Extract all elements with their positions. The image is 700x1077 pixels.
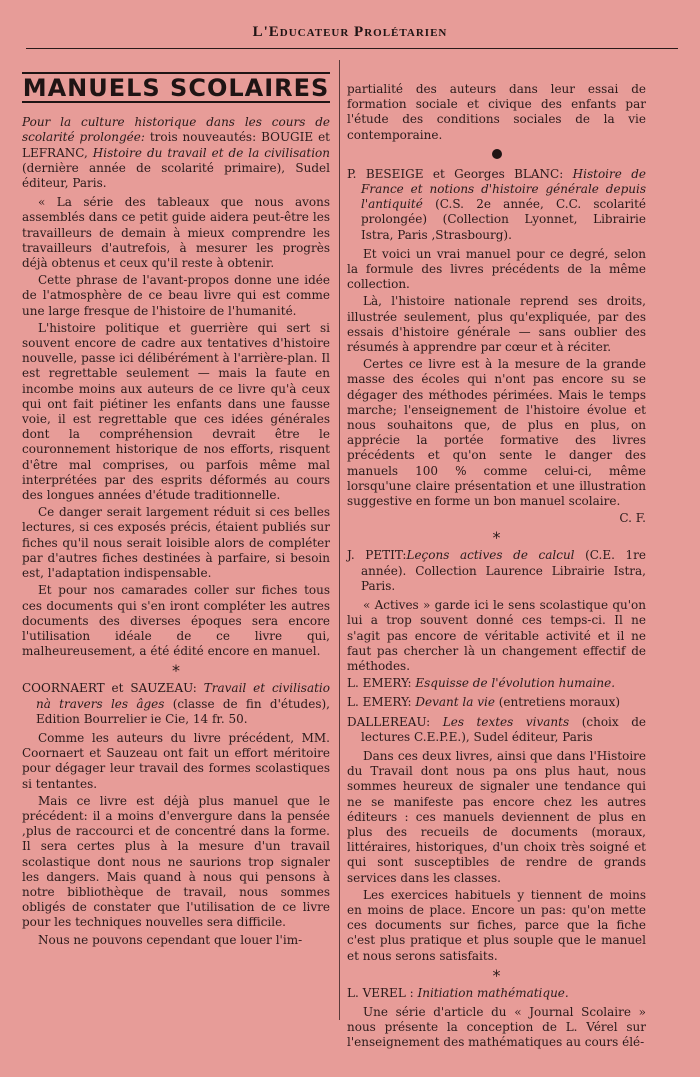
paragraph: Certes ce livre est à la mesure de la grande masse des écoles qui n'ont pas encore su se dégager des méthodes périmées. Mais le temps marche; l'enseignement de l'histoire évolue et nous souhaitons que, de plus en plus, on apprécie la portée formative des livres précédents et qu'on sente le danger des manuels 100 % comme celui-ci, même lorsqu'une claire présentation et une illustration suggestive en forme un bon manuel scolaire. [347,357,646,509]
running-header: L'Educateur Prolétarien [252,24,448,40]
ref2-details: (classe de fin d'études), Edition Bourrelier ie Cie, 14 fr. 50. [36,696,330,726]
ref5-line1-author: L. EMERY: [347,676,416,691]
reference-verel [347,986,646,1001]
book1-title: Histoire du travail et de la civilisation [92,145,331,160]
left-column [22,72,330,950]
reference-petit [347,548,646,594]
ref5-line3-title: Les textes vivants [442,714,570,729]
reference-emery-1 [347,676,646,691]
signature: C. F. [619,511,646,526]
intro-rest: trois nouveautés: BOUGIE et LEFRANC, [22,130,331,160]
paragraph: Mais ce livre est déjà plus manuel que le précédent: il a moins d'envergure dans la pensée ,plus de raccourci et de concentré dans la forme. Il sera certes plus à la mesure d'un travail scolastique dont nous ne saurions trop signaler les dangers. Mais quand à nous qui pensons à notre bibliothèque de travail, nous sommes obligés de constater que l'utilisation de ce livre pour les techniques nouvelles sera difficile. [22,793,330,930]
paragraph: partialité des auteurs dans leur essai de formation sociale et civique des enfants par l'étude des conditions sociales de la vie contemporaine. [347,82,646,142]
reference-dallereau [347,715,646,745]
ref3-details: (C.S. 2e année, C.C. scolarité prolongée) (Collection Lyonnet, Librairie Istra, Paris ,Strasbourg). [361,197,646,242]
paragraph: « Actives » garde ici le sens scolastique qu'on lui a trop souvent donné ces temps-ci. Il ne s'agit pas encore de véritable activité et il ne faut pas chercher là un changement effectif de méthodes. [347,598,646,673]
intro-reference [22,115,330,191]
paragraph: Cette phrase de l'avant-propos donne une idée de l'atmosphère de ce beau livre qui est comme une large fresque de l'histoire de l'humanité. [22,273,330,318]
paragraph: Les exercices habituels y tiennent de moins en moins de place. Encore un pas: qu'on mette ces documents sur fiches, parce que la fiche c'est plus pratique et plus souple que le manuel et nous serons satisfaits. [347,887,646,963]
ref2-authors: COORNAERT et SAUZEAU: [22,681,204,696]
separator-asterisk: * [492,965,501,985]
paragraph: Dans ces deux livres, ainsi que dans l'Histoire du Travail dont nous pa ons plus haut, nous sommes heureux de signaler une tendance qui ne se manifeste pas encore chez les autres éditeurs : ces manuels deviennent de plus en plus des recueils de documents (moraux, littéraires, historiques, d'un choix très soigné et qui sont susceptibles de rendre de grands services dans les classes. [347,748,646,885]
paragraph: Comme les auteurs du livre précédent, MM. Coornaert et Sauzeau ont fait un effort méritoire pour dégager leur travail des formes scolastiques si tentantes. [22,730,330,791]
ref3-title: Histoire de France et notions d'histoire générale depuis l'antiquité [361,166,646,212]
paragraph: « La série des tableaux que nous avons assemblés dans ce petit guide aidera peut-être les travailleurs de demain à mieux comprendre les travailleurs d'autrefois, à mesurer les progrès déjà obtenus et ceux qu'il reste à obtenir. [22,195,330,271]
ref5-line2-title: Devant la vie [415,695,495,710]
book1-details: (dernière année de scolarité primaire), Sudel éditeur, Paris. [22,160,330,191]
ref5-line3-details: (choix de lectures C.E.P.E.), Sudel éditeur, Paris [361,714,647,744]
article-title: MANUELS SCOLAIRES [22,74,330,102]
separator-asterisk: * [172,661,180,681]
paragraph: Nous ne pouvons cependant que louer l'im- [38,932,303,947]
reference-beseige [347,167,646,243]
ref5-line1-title: Esquisse de l'évolution humaine. [415,676,616,691]
paragraph: Là, l'histoire nationale reprend ses droits, illustrée seulement, plus qu'expliquée, par des essais d'histoire générale — sans oublier des résumés à apprendre par cœur et à réciter. [347,294,646,355]
ref6-title: Initiation mathématique. [417,985,569,1000]
separator-asterisk: * [492,528,501,548]
ref4-authors: J. PETIT: [347,548,407,563]
reference-emery-2 [347,695,646,710]
right-column [347,82,646,1053]
ref4-details: (C.E. 1re année). Collection Laurence Librairie Istra, Paris. [361,548,646,593]
ref6-authors: L. VEREL : [347,985,418,1000]
paragraph: Une série d'article du « Journal Scolaire » nous présente la conception de L. Vérel sur l'enseignement des mathématiques au cours élé- [347,1004,646,1050]
ref2-title: Travail et civilisatio nà travers les âges [36,681,330,711]
reference-coornaert [22,681,330,727]
column-divider [339,60,340,1020]
ref5-line2-details: (entretiens moraux) [494,695,621,710]
header-rule [26,48,678,49]
ref4-title: Leçons actives de calcul [406,548,575,563]
paragraph: Et voici un vrai manuel pour ce degré, selon la formule des livres précédents de la même collection. [347,246,646,292]
intro-italic: Pour la culture historique dans les cours de scolarité prolongée: [22,115,330,145]
paragraph: Ce danger serait largement réduit si ces belles lectures, si ces exposés précis, étaient publiés sur fiches qu'il nous serait loisible alors de compléter par d'autres fiches destinées à parfaire, si besoin est, l'adaptation indispensable. [22,505,330,581]
ref3-authors: P. BESEIGE et Georges BLANC: [347,166,573,181]
ref5-line2-author: L. EMERY: [347,695,416,710]
paragraph: Et pour nos camarades coller sur fiches tous ces documents qui s'en iront compléter les autres documents des diverses époques sera encore l'utilisation idéale de ce livre qui, malheureusement, a été édité encore en manuel. [22,583,330,659]
paragraph: L'histoire politique et guerrière qui sert si souvent encore de cadre aux tentatives d'histoire nouvelle, passe ici délibérément à l'arrière-plan. Il est regrettable seulement — mais la faute en incombe moins aux auteurs de ce livre qu'à ceux qui ont fait piétiner les enfants dans une fausse voie, il est regrettable que ces idées générales dont la compréhension devrait être le couronnement historique de nos efforts, risquent d'être mal comprises, ou parfois même mal interprétées par des esprits déformés au cours des longues années d'étude traditionnelle. [22,320,330,503]
separator-dot [492,149,502,159]
ref5-line3-author: DALLEREAU: [347,714,443,729]
